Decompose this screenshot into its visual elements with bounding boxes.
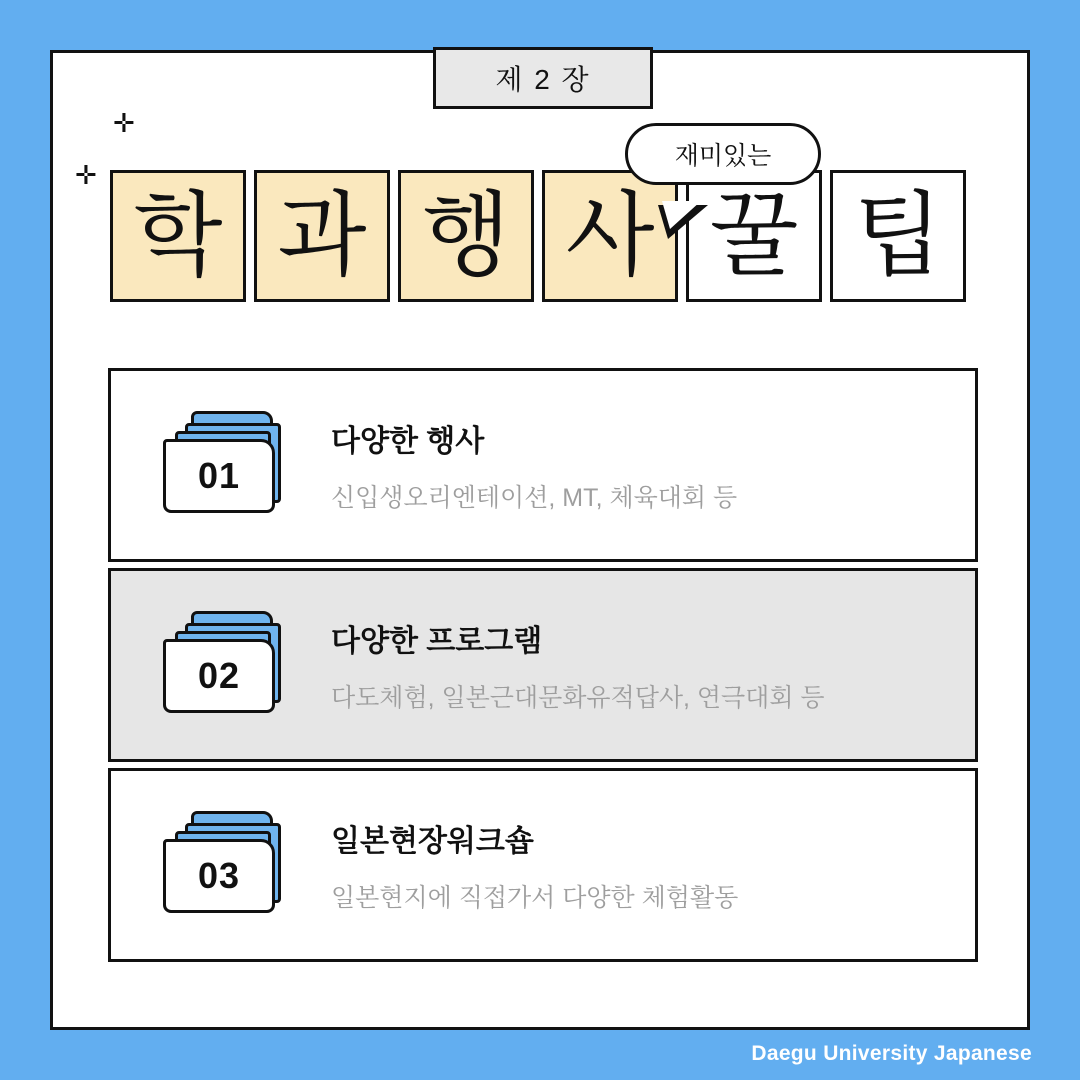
card-number: 03 [197, 855, 241, 896]
footer-credit: Daegu University Japanese [751, 1042, 1032, 1065]
speech-bubble-label: 재미있는 [674, 142, 772, 170]
card-title: 다양한 행사 [331, 425, 485, 458]
sparkle-icon: ✛ [113, 109, 135, 139]
title-tile: 팁 [830, 170, 966, 302]
title-tile: 과 [254, 170, 390, 302]
card-text [331, 816, 738, 914]
card-text [331, 616, 825, 714]
card-title: 일본현장워크숍 [331, 825, 534, 858]
folder-icon [163, 411, 293, 519]
title-tile: 학 [110, 170, 246, 302]
card-number: 01 [197, 455, 241, 496]
title-tile: 꿀 [686, 170, 822, 302]
card-title: 다양한 프로그램 [331, 625, 543, 658]
card-description: 신입생오리엔테이션, MT, 체육대회 등 [331, 484, 738, 512]
card-description: 일본현지에 직접가서 다양한 체험활동 [331, 884, 739, 912]
poster-frame [50, 50, 1030, 1030]
card-number: 02 [197, 655, 241, 696]
folder-icon [163, 811, 293, 919]
list-item[interactable] [108, 368, 978, 562]
title-tile: 사 [542, 170, 678, 302]
speech-bubble [625, 123, 821, 185]
chapter-tag: 제 2 장 [433, 47, 653, 109]
list-item[interactable] [108, 768, 978, 962]
list-item[interactable] [108, 568, 978, 762]
sparkle-icon: ✛ [75, 161, 97, 191]
folder-icon [163, 611, 293, 719]
card-list [108, 368, 978, 968]
card-description: 다도체험, 일본근대문화유적답사, 연극대회 등 [331, 684, 825, 712]
title-tiles [110, 170, 966, 302]
title-tile: 행 [398, 170, 534, 302]
card-text [331, 416, 737, 514]
